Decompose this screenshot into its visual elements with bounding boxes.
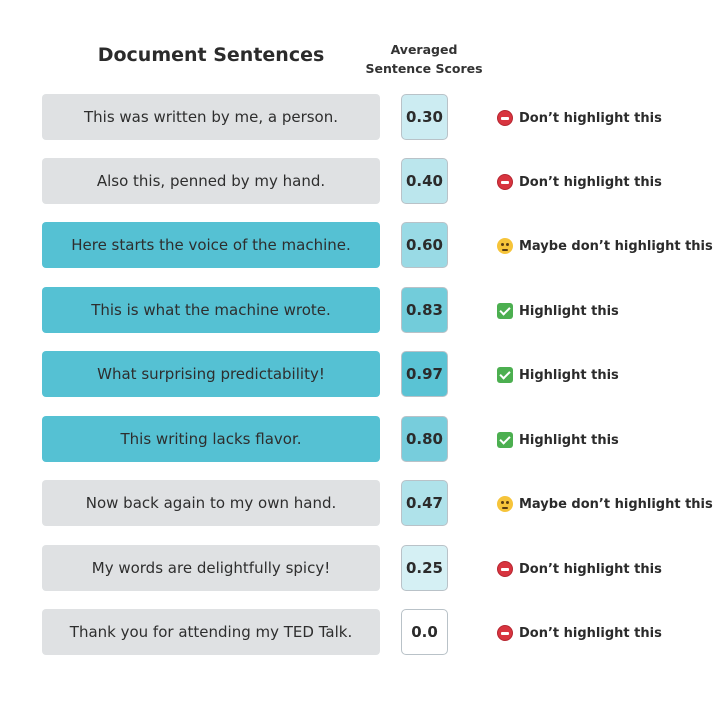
score-box: 0.97 — [401, 351, 448, 397]
recommendation — [497, 609, 662, 657]
sentence-box: My words are delightfully spicy! — [42, 545, 380, 591]
thinking-face-icon — [497, 238, 513, 254]
recommendation-text: Highlight this — [519, 303, 619, 319]
score-box: 0.47 — [401, 480, 448, 526]
sentence-box: This is what the machine wrote. — [42, 287, 380, 333]
score-box: 0.0 — [401, 609, 448, 655]
check-mark-icon — [497, 367, 513, 383]
score-box: 0.80 — [401, 416, 448, 462]
sentence-box: Now back again to my own hand. — [42, 480, 380, 526]
recommendation-text: Don’t highlight this — [519, 561, 662, 577]
recommendation — [497, 351, 619, 399]
sentence-row — [0, 287, 718, 335]
recommendation — [497, 480, 713, 528]
recommendation-text: Don’t highlight this — [519, 625, 662, 641]
recommendation-text: Highlight this — [519, 432, 619, 448]
sentence-box: Here starts the voice of the machine. — [42, 222, 380, 268]
sentence-row — [0, 94, 718, 142]
no-entry-icon — [497, 561, 513, 577]
scores-title-line2: Sentence Scores — [365, 61, 483, 76]
scores-title-line1: Averaged — [390, 42, 458, 57]
recommendation — [497, 158, 662, 206]
recommendation — [497, 545, 662, 593]
sentence-box: This was written by me, a person. — [42, 94, 380, 140]
recommendation-text: Don’t highlight this — [519, 174, 662, 190]
score-box: 0.25 — [401, 545, 448, 591]
no-entry-icon — [497, 110, 513, 126]
sentences-column-title: Document Sentences — [97, 44, 325, 66]
recommendation — [497, 287, 619, 335]
check-mark-icon — [497, 303, 513, 319]
no-entry-icon — [497, 625, 513, 641]
sentence-row — [0, 609, 718, 657]
sentence-box: Thank you for attending my TED Talk. — [42, 609, 380, 655]
sentence-row — [0, 158, 718, 206]
sentence-box: What surprising predictability! — [42, 351, 380, 397]
sentence-box: This writing lacks flavor. — [42, 416, 380, 462]
recommendation — [497, 222, 713, 270]
recommendation-text: Highlight this — [519, 367, 619, 383]
recommendation — [497, 94, 662, 142]
scores-column-title — [364, 40, 484, 78]
no-entry-icon — [497, 174, 513, 190]
sentence-row — [0, 416, 718, 464]
recommendation — [497, 416, 619, 464]
recommendation-text: Maybe don’t highlight this — [519, 238, 713, 254]
score-box: 0.30 — [401, 94, 448, 140]
sentence-row — [0, 222, 718, 270]
sentence-row — [0, 545, 718, 593]
score-box: 0.40 — [401, 158, 448, 204]
check-mark-icon — [497, 432, 513, 448]
thinking-face-icon — [497, 496, 513, 512]
recommendation-text: Don’t highlight this — [519, 110, 662, 126]
score-box: 0.60 — [401, 222, 448, 268]
score-box: 0.83 — [401, 287, 448, 333]
sentence-row — [0, 480, 718, 528]
sentence-row — [0, 351, 718, 399]
recommendation-text: Maybe don’t highlight this — [519, 496, 713, 512]
sentence-box: Also this, penned by my hand. — [42, 158, 380, 204]
